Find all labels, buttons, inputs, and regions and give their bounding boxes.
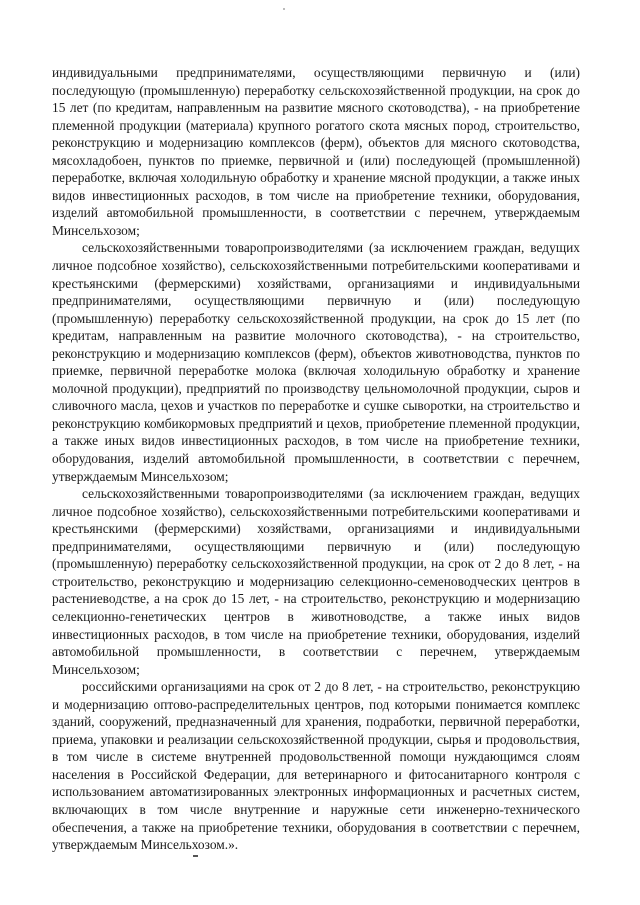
- paragraph-breeding-centers: сельскохозяйственными товаропроизводителями (за исключением граждан, ведущих личное подсобное хозяйство), сельскохозяйственными потребительскими кооперативами и крестьянскими (фермерскими) хозяйствами, организациями и индивидуальными предпринимателями, осуществляющими первичную и (или) последующую (промышленную) переработку сельскохозяйственной продукции, на срок от 2 до 8 лет, - на строительство, реконструкцию и модернизацию селекционно-семеноводческих центров в растениеводстве, а на срок до 15 лет, - на строительство, реконструкцию и модернизацию селекционно-генетических центров в животноводстве, а также иных видов инвестиционных расходов, в том числе на приобретение техники, оборудования, изделий автомобильной промышленности, в соответствии с перечнем, утверждаемым Минсельхозом;: [52, 486, 580, 677]
- document-body: [52, 64, 580, 854]
- scan-mark: [193, 855, 198, 857]
- paragraph-continuation: индивидуальными предпринимателями, осуществляющими первичную и (или) последующую (промышленную) переработку сельскохозяйственной продукции, на срок до 15 лет (по кредитам, направленным на развитие мясного скотоводства), - на приобретение племенной продукции (материала) крупного рогатого скота мясных пород, строительство, реконструкцию и модернизацию комплексов (ферм), объектов для мясного скотоводства, мясохладобоен, пунктов по приемке, первичной и (или) последующей (промышленной) переработке, включая холодильную обработку и хранение мясной продукции, а также иных видов инвестиционных расходов, в том числе на приобретение техники, оборудования, изделий автомобильной промышленности, в соответствии с перечнем, утверждаемым Минсельхозом;: [52, 65, 580, 238]
- scan-speck: [283, 8, 285, 10]
- paragraph-distribution-centers: российскими организациями на срок от 2 до 8 лет, - на строительство, реконструкцию и модернизацию оптово-распределительных центров, под которыми понимается комплекс зданий, сооружений, предназначенный для хранения, подработки, первичной переработки, приема, упаковки и реализации сельскохозяйственной продукции, сырья и продовольствия, в том числе в системе внутренней продовольственной помощи нуждающимся слоям населения в Российской Федерации, для ветеринарного и фитосанитарного контроля с использованием автоматизированных электронных информационных и расчетных систем, включающих в том числе внутренние и наружные сети инженерно-технического обеспечения, а также на приобретение техники, оборудования в соответствии с перечнем, утверждаемым Минсельхозом.».: [52, 679, 580, 853]
- paragraph-dairy-farming: сельскохозяйственными товаропроизводителями (за исключением граждан, ведущих личное подсобное хозяйство), сельскохозяйственными потребительскими кооперативами и крестьянскими (фермерскими) хозяйствами, организациями и индивидуальными предпринимателями, осуществляющими первичную и (или) последующую (промышленную) переработку сельскохозяйственной продукции, на срок до 15 лет (по кредитам, направленным на развитие молочного скотоводства), - на строительство, реконструкцию и модернизацию комплексов (ферм), объектов животноводства, пунктов по приемке, первичной переработке молока (включая холодильную обработку и хранение молочной продукции), предприятий по производству цельномолочной продукции, сыров и сливочного масла, цехов и участков по переработке и сушке сыворотки, на строительство и реконструкцию комбикормовых предприятий и цехов, приобретение племенной продукции, а также иных видов инвестиционных расходов, в том числе на приобретение техники, оборудования, изделий автомобильной промышленности, в соответствии с перечнем, утверждаемым Минсельхозом;: [52, 240, 580, 484]
